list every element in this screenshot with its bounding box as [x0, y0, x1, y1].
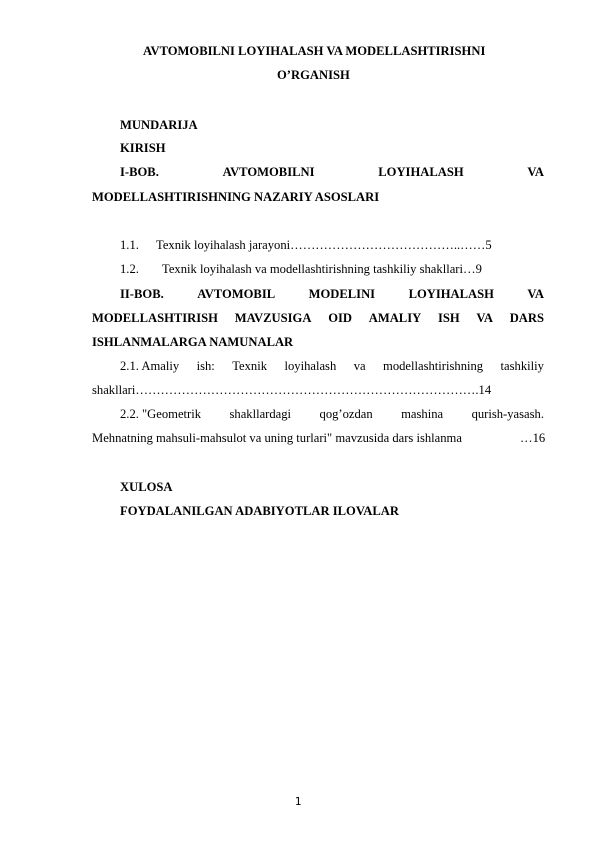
toc-item-1-1-text: Texnik loyihalash jarayoni…………………………………..……5 — [156, 238, 492, 252]
toc-heading: MUNDARIJA — [120, 118, 198, 132]
toc-item-2-2-line1 — [120, 406, 544, 422]
word: LOYIHALASH — [408, 287, 494, 301]
word: I-BOB. — [120, 165, 159, 179]
title-line-2: O’RGANISH — [277, 68, 350, 82]
toc-references: FOYDALANILGAN ADABIYOTLAR ILOVALAR — [120, 504, 399, 518]
chapter2-line2 — [92, 310, 544, 326]
word: MODELLASHTIRISH — [92, 311, 218, 325]
toc-item-1-1-number: 1.1. — [120, 238, 139, 252]
word: DARS — [509, 311, 544, 325]
toc-item-2-1-line1 — [120, 358, 544, 374]
word: AVTOMOBIL — [197, 287, 276, 301]
word: VA — [476, 311, 493, 325]
word: ish: — [196, 359, 215, 373]
chapter2-line1 — [120, 286, 544, 302]
word: Texnik — [232, 359, 268, 373]
title-line-1: AVTOMOBILNI LOYIHALASH VA MODELLASHTIRISHNI — [143, 44, 486, 58]
toc-item-2-1-line2: shakllari……………………………………………………………………….14 — [92, 383, 492, 397]
word: OID — [328, 311, 352, 325]
toc-intro: KIRISH — [120, 141, 166, 155]
toc-item-1-2-number: 1.2. — [120, 262, 139, 276]
word: AVTOMOBILNI — [222, 165, 315, 179]
word: qurish-yasash. — [471, 407, 544, 421]
word: VA — [527, 287, 544, 301]
word: MAVZUSIGA — [234, 311, 312, 325]
word: qog’ozdan — [319, 407, 373, 421]
page-number: 1 — [294, 795, 302, 808]
word: II-BOB. — [120, 287, 164, 301]
word: mashina — [401, 407, 444, 421]
word: 2.1. Amaliy — [120, 359, 180, 373]
word: shakllardagi — [229, 407, 292, 421]
word: VA — [527, 165, 544, 179]
word: va — [353, 359, 366, 373]
toc-conclusion: XULOSA — [120, 480, 173, 494]
toc-item-2-2-line2: Mehnatning mahsuli-mahsulot va uning turlari" mavzusida dars ishlanma — [92, 431, 462, 445]
chapter1-line2: MODELLASHTIRISHNING NAZARIY ASOSLARI — [92, 190, 380, 204]
word: ISH — [437, 311, 460, 325]
word: tashkiliy — [500, 359, 544, 373]
chapter1-line1 — [120, 164, 544, 180]
word: modellashtirishning — [383, 359, 484, 373]
word: 2.2. "Geometrik — [120, 407, 202, 421]
chapter2-line3: ISHLANMALARGA NAMUNALAR — [92, 335, 294, 349]
word: LOYIHALASH — [378, 165, 464, 179]
toc-item-1-2-text: Texnik loyihalash va modellashtirishning tashkiliy shakllari…9 — [162, 262, 482, 276]
toc-item-2-2-page: …16 — [520, 431, 546, 445]
word: AMALIY — [368, 311, 422, 325]
word: loyihalash — [284, 359, 337, 373]
word: MODELINI — [308, 287, 376, 301]
